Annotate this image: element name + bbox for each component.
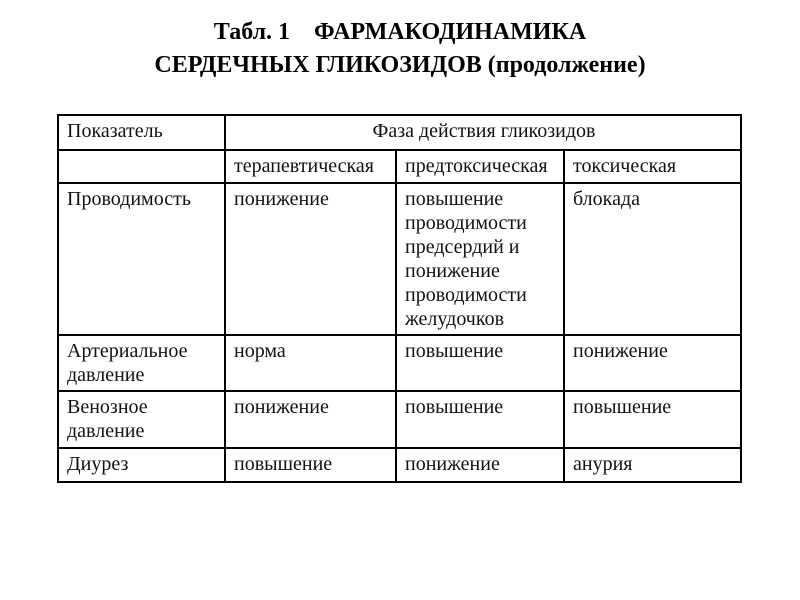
table-row [58,335,741,391]
indicator-cell: Диурез [58,448,225,482]
table-header-row-2 [58,150,741,183]
value-cell: повышение [225,448,396,482]
phase-header-cell: токсическая [564,150,741,183]
phase-header-cell: терапевтическая [225,150,396,183]
value-cell: норма [225,335,396,391]
group-header-cell: Фаза действия гликозидов [225,115,741,150]
phase-header-cell: предтоксическая [396,150,564,183]
table-row [58,391,741,448]
value-cell: повышение [396,335,564,391]
pharmacodynamics-table [57,114,742,483]
value-cell: блокада [564,183,741,335]
slide-title-line-1: Табл. 1 ФАРМАКОДИНАМИКА [213,19,587,45]
table-row [58,183,741,335]
corner-header-cell: Показатель [58,115,225,150]
value-cell: понижение [564,335,741,391]
value-cell: повышение [396,391,564,448]
corner-empty-cell [58,150,225,183]
value-cell: повышение проводимости предсердий и понижение проводимости желудочков [396,183,564,335]
table-header-row-1 [58,115,741,150]
slide-title [0,16,800,82]
table-row [58,448,741,482]
indicator-cell: Артериальное давление [58,335,225,391]
value-cell: понижение [225,391,396,448]
value-cell: понижение [396,448,564,482]
value-cell: понижение [225,183,396,335]
indicator-cell: Венозное давление [58,391,225,448]
value-cell: повышение [564,391,741,448]
indicator-cell: Проводимость [58,183,225,335]
slide-title-line-2: СЕРДЕЧНЫХ ГЛИКОЗИДОВ (продолжение) [154,52,646,78]
value-cell: анурия [564,448,741,482]
